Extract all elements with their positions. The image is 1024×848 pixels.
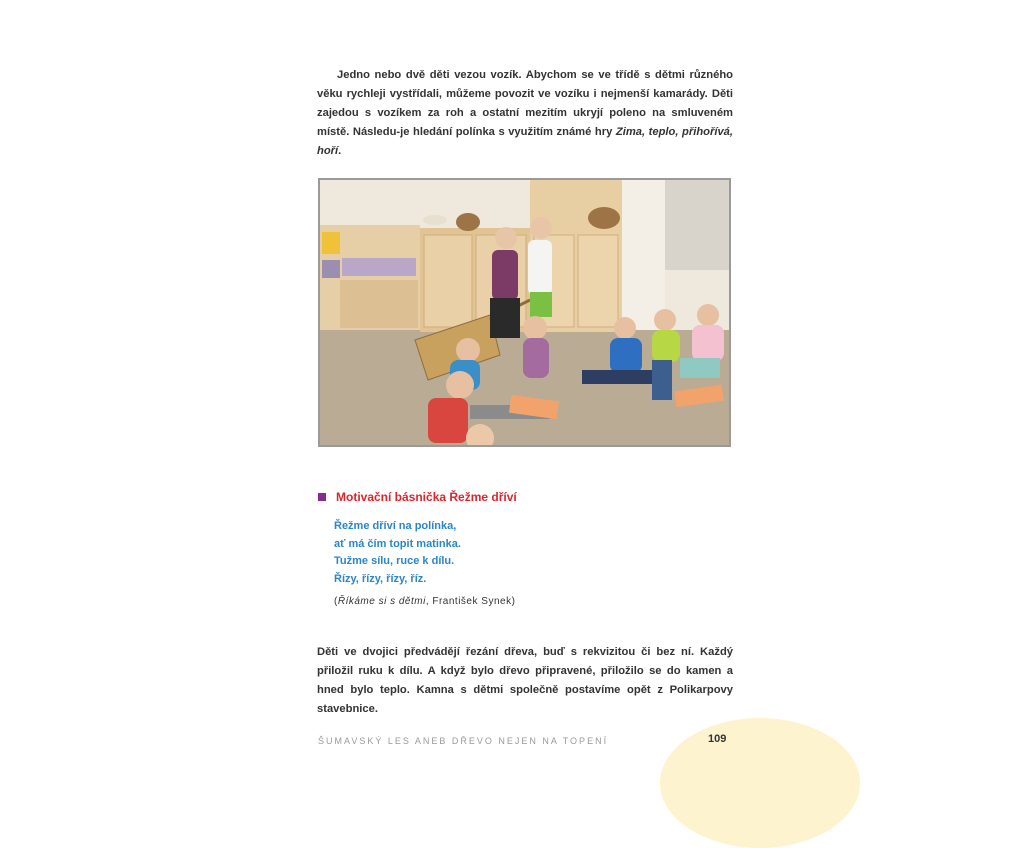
poem-line: Řežme dříví na polínka, (334, 520, 457, 532)
outro-text: Děti ve dvojici předvádějí řezání dřeva, buď s rekvizitou či bez ní. Každý přiložil ruku k dílu. A když bylo dřevo připravené, přiložilo se do kamen a hned bylo teplo. Kamna s dětmi společně postavíme opět z Polikarpovy stavebnice. (317, 646, 733, 715)
credit-author: , František Synek) (425, 596, 516, 607)
running-title: ŠUMAVSKÝ LES ANEB DŘEVO NEJEN NA TOPENÍ (318, 736, 609, 746)
intro-text: Jedno nebo dvě děti vezou vozík. Abychom se ve třídě s dětmi různého věku rychleji vystřídali, můžeme povozit ve vozíku i nejmenší kamarády. Děti zajedou s vozíkem za roh a ostatní mezitím ukryjí poleno na smluveném místě. Následu-je hledání polínka s využitím známé hry (317, 69, 733, 138)
poem-credit (334, 596, 515, 607)
poem (334, 518, 461, 588)
poem-line: ať má čím topit matinka. (334, 537, 461, 550)
credit-title: Říkáme si s dětmi (337, 596, 426, 607)
intro-paragraph (317, 66, 733, 161)
section-heading-text: Motivační básnička Řežme dříví (336, 490, 517, 504)
outro-paragraph (317, 643, 733, 719)
section-heading (318, 488, 517, 506)
credit-open: ( (334, 596, 338, 607)
poem-line: Řízy, řízy, řízy, říz. (334, 572, 427, 585)
poem-line: Tužme sílu, ruce k dílu. (334, 555, 455, 567)
classroom-photo (318, 178, 731, 447)
intro-text-end: . (338, 145, 342, 157)
game-name: Zima, teplo, přihořívá, hoří (317, 126, 734, 157)
classroom-photo-illustration (320, 180, 729, 445)
page-number: 109 (708, 733, 727, 745)
page-number-bubble (660, 718, 860, 848)
square-bullet-icon (318, 493, 326, 501)
